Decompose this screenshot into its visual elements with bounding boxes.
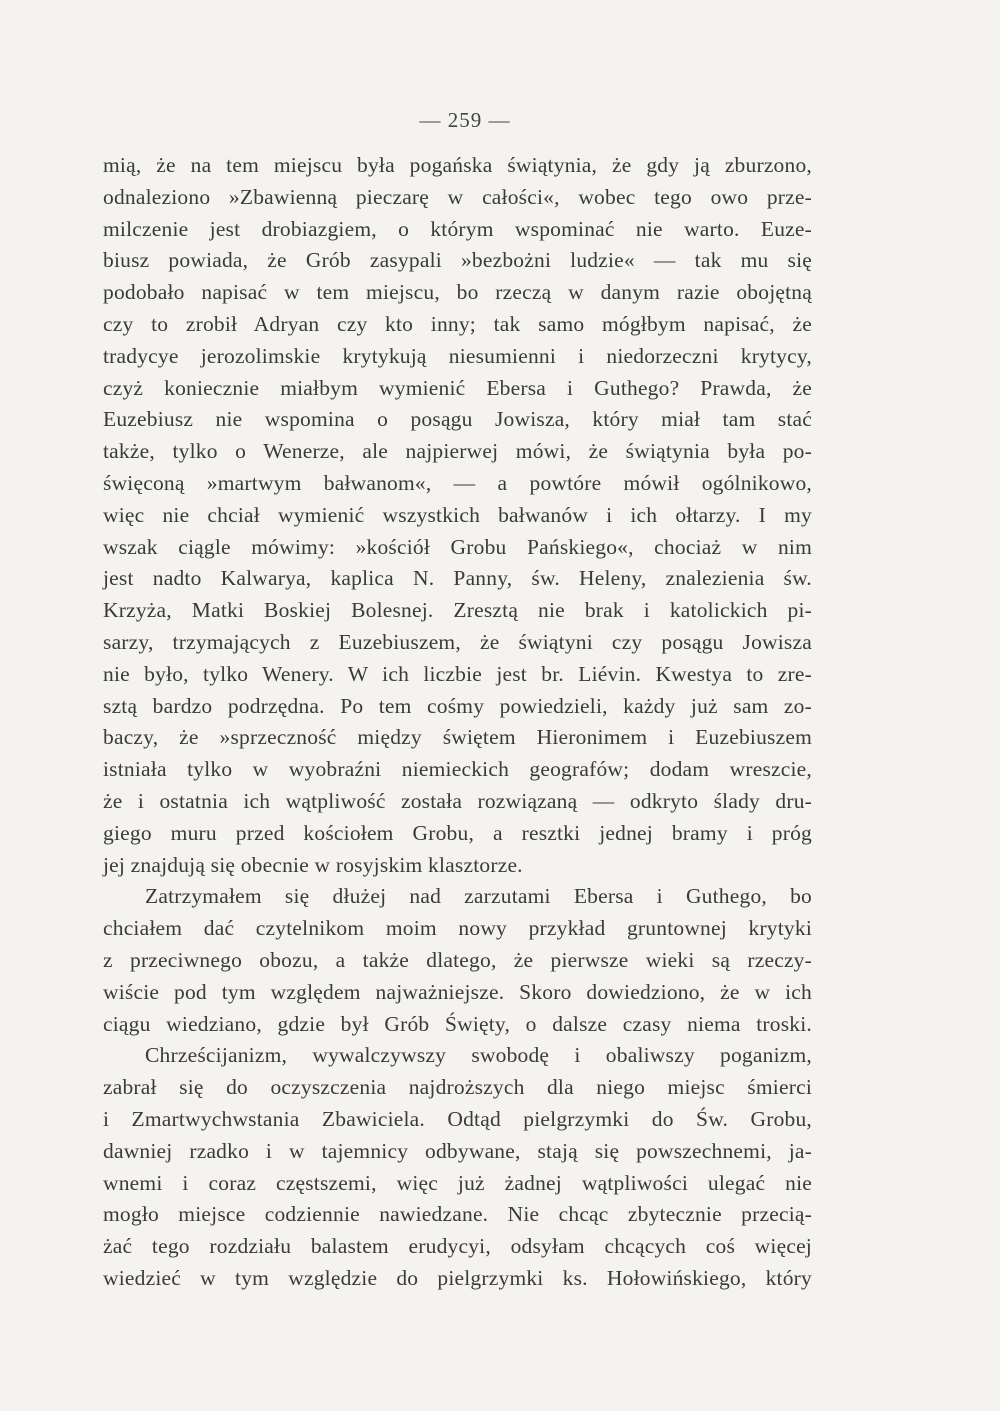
text-line: jest nadto Kalwarya, kaplica N. Panny, św. Heleny, znalezienia św.	[103, 566, 812, 591]
text-line: wiedzieć w tym względzie do pielgrzymki ks. Hołowińskiego, który	[103, 1265, 812, 1290]
text-line: z przeciwnego obozu, a także dlatego, że pierwsze wieki są rzeczy-	[103, 947, 812, 972]
text-line: tradycye jerozolimskie krytykują niesumienni i niedorzeczni krytycy,	[103, 343, 812, 368]
text-line: giego muru przed kościołem Grobu, a resztki jednej bramy i próg	[103, 820, 812, 845]
text-line: wszak ciągle mówimy: »kościół Grobu Pańskiego«, chociaż w nim	[103, 534, 812, 559]
text-line: wnemi i coraz częstszemi, więc już żadnej wątpliwości ulegać nie	[103, 1170, 812, 1195]
text-line: że i ostatnia ich wątpliwość została rozwiązaną — odkryto ślady dru-	[103, 788, 812, 813]
text-line: i Zmartwychwstania Zbawiciela. Odtąd pielgrzymki do Św. Grobu,	[103, 1106, 812, 1131]
paragraph-start-line: Zatrzymałem się dłużej nad zarzutami Ebersa i Guthego, bo	[145, 884, 812, 909]
text-line: mogło miejsce codziennie nawiedzane. Nie chcąc zbytecznie przecią-	[103, 1202, 812, 1227]
text-line: mią, że na tem miejscu była pogańska świątynia, że gdy ją zburzono,	[103, 153, 812, 177]
text-line: chciałem dać czytelnikom moim nowy przykład gruntownej krytyki	[103, 916, 812, 941]
text-line: zabrał się do oczyszczenia najdroższych dla niego miejsc śmierci	[103, 1075, 812, 1100]
paragraph-end-line: ciągu wiedziano, gdzie był Grób Święty, o dalsze czasy niema troski.	[103, 1011, 812, 1036]
text-line: święconą »martwym bałwanom«, — a powtóre mówił ogólnikowo,	[103, 470, 812, 495]
text-line: dawniej rzadko i w tajemnicy odbywane, stają się powszechnemi, ja-	[103, 1138, 812, 1163]
text-line: istniała tylko w wyobraźni niemieckich geografów; dodam wreszcie,	[103, 757, 812, 782]
text-line: podobało napisać w tem miejscu, bo rzeczą w danym razie obojętną	[103, 280, 812, 305]
text-line: więc nie chciał wymienić wszystkich bałwanów i ich ołtarzy. I my	[103, 502, 812, 527]
text-line: wiście pod tym względem najważniejsze. Skoro dowiedziono, że w ich	[103, 979, 812, 1004]
text-line: odnaleziono »Zbawienną pieczarę w całości«, wobec tego owo prze-	[103, 184, 812, 209]
text-line: także, tylko o Wenerze, ale najpierwej mówi, że świątynia była po-	[103, 439, 812, 464]
text-line: milczenie jest drobiazgiem, o którym wspominać nie warto. Euze-	[103, 216, 812, 241]
text-line: Krzyża, Matki Boskiej Bolesnej. Zresztą nie brak i katolickich pi-	[103, 598, 812, 623]
text-line: Euzebiusz nie wspomina o posągu Jowisza, który miał tam stać	[103, 407, 812, 432]
text-line: biusz powiada, że Grób zasypali »bezbożni ludzie« — tak mu się	[103, 248, 812, 273]
text-line: sztą bardzo podrzędna. Po tem cośmy powiedzieli, każdy już sam zo-	[103, 693, 812, 718]
text-line: żać tego rozdziału balastem erudycyi, odsyłam chcących coś więcej	[103, 1234, 812, 1259]
text-line: sarzy, trzymających z Euzebiuszem, że świątyni czy posągu Jowisza	[103, 629, 812, 654]
paragraph-end-line: jej znajdują się obecnie w rosyjskim klasztorze.	[103, 852, 523, 877]
text-line: czyż koniecznie miałbym wymienić Ebersa i Guthego? Prawda, że	[103, 375, 812, 400]
text-line: baczy, że »sprzeczność między świętem Hieronimem i Euzebiuszem	[103, 725, 812, 750]
body-text	[103, 150, 812, 1295]
page-number: — 259 —	[419, 108, 511, 132]
text-line: czy to zrobił Adryan czy kto inny; tak samo mógłbym napisać, że	[103, 311, 812, 336]
text-line: nie było, tylko Wenery. W ich liczbie jest br. Liévin. Kwestya to zre-	[103, 661, 812, 686]
paragraph-start-line: Chrześcijanizm, wywalczywszy swobodę i obaliwszy poganizm,	[145, 1043, 812, 1068]
